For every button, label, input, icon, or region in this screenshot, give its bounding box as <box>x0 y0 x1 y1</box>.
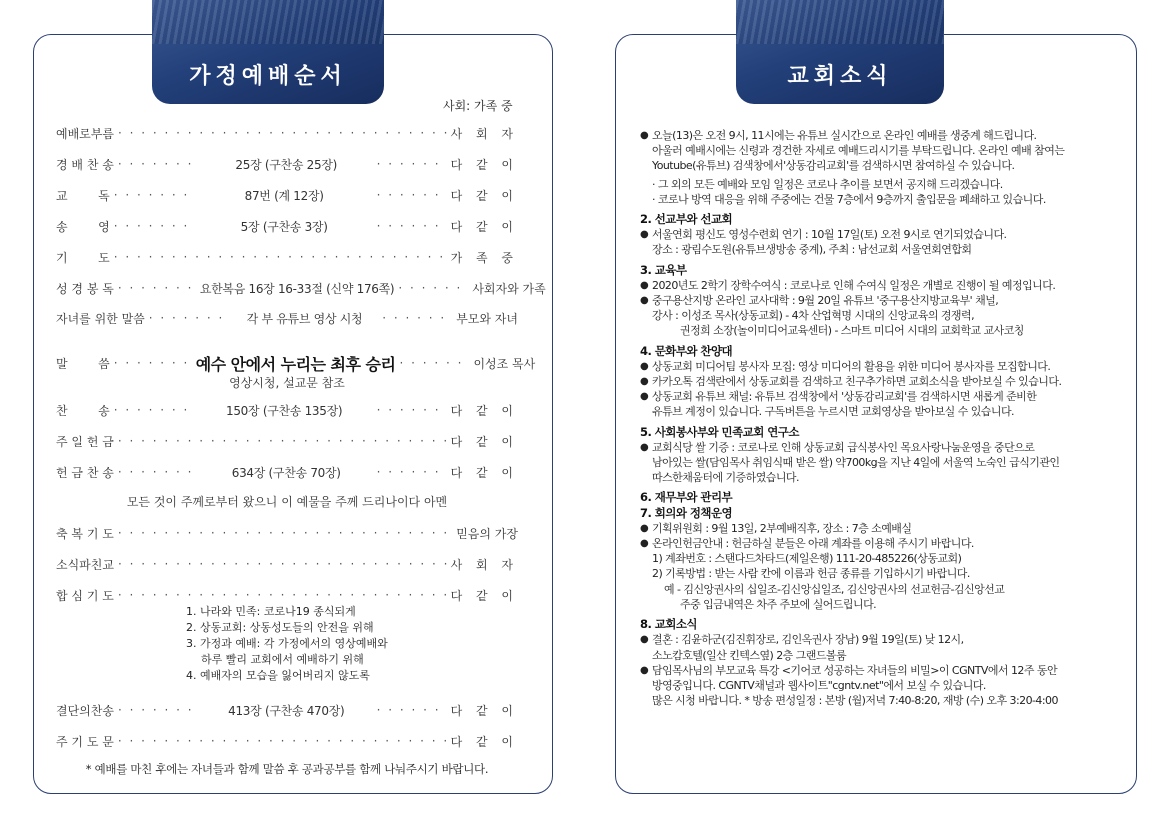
news-text-line: 남아있는 쌀(담임목사 취임식때 받은 쌀) 약700kg을 지난 4일에 서울역 노숙인 급식기관인 <box>652 456 1060 470</box>
order-item-leader: 다 같 이 <box>450 703 518 718</box>
order-item-name: 헌 금 찬 송 <box>56 465 114 480</box>
worship-order-row <box>56 123 518 143</box>
news-bullet-item: ● 상동교회 미디어팀 봉사자 모집: 영상 미디어의 활용을 위한 미디어 봉사자를 모집합니다. <box>640 359 1120 374</box>
worship-order-row <box>56 462 518 482</box>
leader-dots <box>114 403 192 417</box>
leader-dots <box>118 526 452 540</box>
order-item-leader: 다 같 이 <box>450 434 518 449</box>
news-text-line: 아울러 예배시에는 신령과 경건한 자세로 예배드리시기를 부탁드립니다. 온라인 예배 참여는 <box>652 144 1065 158</box>
news-text-line: 방영중입니다. CGNTV채널과 웹사이트"cgntv.net"에서 보실 수 있습니다. <box>652 678 986 692</box>
leader-dots <box>118 465 196 479</box>
order-item-name: 교 독 <box>56 188 110 203</box>
leader-dots <box>118 557 447 571</box>
news-bullet-item: ● 담임목사님의 부모교육 특강 <기어코 성공하는 자녀들의 비밀>이 CGNTV에서 12주 동안 <box>640 663 1120 678</box>
order-item-leader: 사 회 자 <box>450 557 518 572</box>
news-text-line: Youtube(유튜브) 검색창에서'상동감리교회'를 검색하시면 참여하실 수 있습니다. <box>652 159 1015 173</box>
order-item-detail: 150장 (구찬송 135장) <box>226 403 343 418</box>
leader-dots <box>377 157 447 171</box>
order-item-leader: 사회자와 가족 <box>472 281 546 296</box>
worship-order-row <box>56 431 518 451</box>
leader-dots <box>382 311 452 325</box>
worship-order-row <box>56 400 518 420</box>
news-bullet-item: ● 온라인헌금안내 : 헌금하실 분들은 아래 계좌를 이용해 주시기 바랍니다. <box>640 536 1120 551</box>
news-text-line: 1) 계좌번호 : 스탠다드차타드(제일은행) 111-20-485226(상동교회) <box>652 552 962 566</box>
news-text-line: 권정희 소장(놀이미디어교육센터) - 스마트 미디어 시대의 교회학교 교사코칭 <box>680 324 1024 338</box>
news-section-heading: 2. 선교부와 선교회 <box>640 212 733 227</box>
news-bullet-item: ● 중구용산지방 온라인 교사대학 : 9월 20일 유튜브 '중구용산지방교육부' 채널, <box>640 293 1120 308</box>
order-item-leader: 다 같 이 <box>450 588 518 603</box>
order-item-leader: 믿음의 가장 <box>456 526 518 541</box>
tab-texture <box>736 0 944 44</box>
order-item-name: 자녀를 위한 말씀 <box>56 311 145 326</box>
order-item-name: 성 경 봉 독 <box>56 281 114 296</box>
leader-dots <box>398 281 468 295</box>
news-bullet-item: ● 카카오톡 검색란에서 상동교회를 검색하고 친구추가하면 교회소식을 받아보실 수 있습니다. <box>640 374 1120 389</box>
news-text-line: · 그 외의 모든 예배와 모임 일정은 코로나 추이를 보면서 공지해 드리겠습니다. <box>652 177 1003 191</box>
news-text-line: 장소 : 광림수도원(유튜브생방송 중계), 주최 : 남선교회 서울연회연합회 <box>652 243 972 257</box>
worship-order-title: 가정예배순서 <box>189 64 347 89</box>
leader-dots <box>118 157 196 171</box>
order-item-name: 결단의찬송 <box>56 703 114 718</box>
worship-order-title-tab <box>152 0 384 104</box>
worship-order-row <box>56 523 518 543</box>
worship-order-row <box>56 308 518 328</box>
worship-order-row <box>56 585 518 605</box>
order-item-detail: 요한복음 16장 16-33절 (신약 176쪽) <box>199 281 395 296</box>
host-label: 사회: 가족 중 <box>443 99 513 113</box>
prayer-topic: 1. 나라와 민족: 코로나19 종식되게 <box>186 605 356 618</box>
prayer-topics <box>186 604 388 684</box>
order-item-leader: 다 같 이 <box>450 734 518 749</box>
news-text-line: 따스한채움터에 기증하였습니다. <box>652 471 799 485</box>
leader-dots <box>118 703 196 717</box>
order-item-name: 합 심 기 도 <box>56 588 114 603</box>
leader-dots <box>114 356 192 370</box>
leader-dots <box>118 434 447 448</box>
order-item-name: 송 영 <box>56 219 110 234</box>
order-item-detail: 634장 (구찬송 70장) <box>231 465 341 480</box>
worship-order-row <box>56 350 536 376</box>
leader-dots <box>377 403 447 417</box>
sermon-title: 예수 안에서 누리는 최후 승리 <box>195 354 396 374</box>
leader-dots <box>114 188 192 202</box>
news-text-line: 소노캄호텔(일산 킨텍스옆) 2층 그랜드볼룸 <box>652 648 847 662</box>
sermon-note: 영상시청, 설교문 참조 <box>229 376 345 390</box>
order-item-detail: 87번 (계 12장) <box>244 188 324 203</box>
news-bullet-item: ● 오늘(13)은 오전 9시, 11시에는 유튜브 실시간으로 온라인 예배를 생중계 해드립니다. <box>640 128 1120 143</box>
news-section-heading: 5. 사회봉사부와 민족교회 연구소 <box>640 424 799 439</box>
order-item-name: 찬 송 <box>56 403 110 418</box>
news-text-line: 많은 시청 바랍니다. * 방송 편성일정 : 본방 (월)저녁 7:40-8:20, 재방 (수) 오후 3:20-4:00 <box>652 694 1058 708</box>
leader-dots <box>149 311 227 325</box>
news-section-heading: 6. 재무부와 관리부 <box>640 490 733 505</box>
order-item-leader: 다 같 이 <box>450 188 518 203</box>
news-section-heading: 3. 교육부 <box>640 262 687 277</box>
leader-dots <box>114 250 447 264</box>
prayer-topic: 하루 빨리 교회에서 예배하기 위해 <box>201 653 364 666</box>
tab-texture <box>152 0 384 44</box>
order-item-detail: 25장 (구찬송 25장) <box>235 157 337 172</box>
news-section-heading: 7. 회의와 정책운영 <box>640 505 733 520</box>
worship-order-row <box>56 278 546 298</box>
news-text-line: 주중 입금내역은 차주 주보에 실어드립니다. <box>680 597 877 611</box>
news-text-line: 유튜브 계정이 있습니다. 구독버튼을 누르시면 교회영상을 받아보실 수 있습니다. <box>652 405 1014 419</box>
leader-dots <box>377 465 447 479</box>
order-item-name: 기 도 <box>56 250 110 265</box>
news-bullet-item: ● 결혼 : 김윤하군(김진휘장로, 김인옥권사 장남) 9월 19일(토) 낮 12시, <box>640 632 1120 647</box>
order-item-name: 경 배 찬 송 <box>56 157 114 172</box>
order-item-name: 주 일 헌 금 <box>56 434 114 449</box>
worship-order-row <box>56 554 518 574</box>
order-item-name: 주 기 도 문 <box>56 734 114 749</box>
news-text-line: 예 - 김신앙권사의 십일조-김신앙십일조, 김신앙권사의 선교헌금-김신앙선교 <box>664 582 1005 596</box>
worship-order-row <box>56 216 518 236</box>
order-item-name: 예배로부름 <box>56 126 114 141</box>
order-item-leader: 다 같 이 <box>450 219 518 234</box>
order-item-name: 소식파친교 <box>56 557 114 572</box>
leader-dots <box>377 703 447 717</box>
news-bullet-item: ● 2020년도 2학기 장학수여식 : 코로나로 인해 수여식 일정은 개별로 진행이 될 예정입니다. <box>640 278 1120 293</box>
worship-footnote: * 예배를 마친 후에는 자녀들과 함께 말씀 후 공과공부를 함께 나눠주시기 바랍니다. <box>85 762 489 776</box>
order-item-leader: 사 회 자 <box>450 126 518 141</box>
church-news-list <box>640 128 1120 708</box>
prayer-topic: 3. 가정과 예배: 각 가정에서의 영상예배와 <box>186 637 388 650</box>
order-item-name: 축 복 기 도 <box>56 526 114 541</box>
church-news-title-tab <box>736 0 944 104</box>
leader-dots <box>114 219 192 233</box>
order-item-detail: 5장 (구찬송 3장) <box>240 219 328 234</box>
news-section-heading: 8. 교회소식 <box>640 617 697 632</box>
news-text-line: 강사 : 이성조 목사(상동교회) - 4차 산업혁명 시대의 신앙교육의 경쟁력, <box>652 309 975 323</box>
leader-dots <box>118 734 447 748</box>
worship-order-row <box>56 247 518 267</box>
order-item-detail: 413장 (구찬송 470장) <box>228 703 345 718</box>
prayer-topic: 2. 상동교회: 상동성도들의 안전을 위해 <box>186 621 374 634</box>
worship-order-row <box>56 154 518 174</box>
leader-dots <box>399 356 469 370</box>
leader-dots <box>118 588 447 602</box>
leader-dots <box>377 219 447 233</box>
order-item-leader: 이성조 목사 <box>473 356 536 371</box>
prayer-topic: 4. 예배자의 모습을 잃어버리지 않도록 <box>186 669 370 682</box>
leader-dots <box>118 281 196 295</box>
news-section-heading: 4. 문화부와 찬양대 <box>640 343 733 358</box>
order-item-leader: 다 같 이 <box>450 403 518 418</box>
order-item-leader: 가 족 중 <box>450 250 518 265</box>
order-item-leader: 다 같 이 <box>450 465 518 480</box>
leader-dots <box>118 126 447 140</box>
news-bullet-item: ● 기획위원회 : 9월 13일, 2부예배직후, 장소 : 7층 소예배실 <box>640 521 1120 536</box>
news-bullet-item: ● 상동교회 유튜브 채널: 유튜브 검색창에서 '상동감리교회'를 검색하시면 새롭게 준비한 <box>640 389 1120 404</box>
order-item-detail: 각 부 유튜브 영상 시청 <box>246 311 363 326</box>
news-text-line: · 코로나 방역 대응을 위해 주중에는 건물 7층에서 9층까지 출입문을 폐쇄하고 있습니다. <box>652 192 1046 206</box>
worship-order-row <box>56 185 518 205</box>
news-text-line: 2) 기록방법 : 받는 사람 칸에 이름과 헌금 종류를 기입하시기 바랍니다. <box>652 567 970 581</box>
news-bullet-item: ● 교회식당 쌀 기증 : 코로나로 인해 상동교회 급식봉사인 목요사랑나눔운영을 중단으로 <box>640 440 1120 455</box>
news-bullet-item: ● 서울연회 평신도 영성수련회 연기 : 10월 17일(토) 오전 9시로 연기되었습니다. <box>640 227 1120 242</box>
leader-dots <box>377 188 447 202</box>
order-item-name: 말 씀 <box>56 356 110 371</box>
order-item-leader: 다 같 이 <box>450 157 518 172</box>
offering-note: 모든 것이 주께로부터 왔으니 이 예물을 주께 드리나이다 아멘 <box>126 495 448 509</box>
worship-order-row <box>56 700 518 720</box>
church-news-title: 교회소식 <box>787 64 893 89</box>
worship-order-row <box>56 731 518 751</box>
order-item-leader: 부모와 자녀 <box>456 311 518 326</box>
